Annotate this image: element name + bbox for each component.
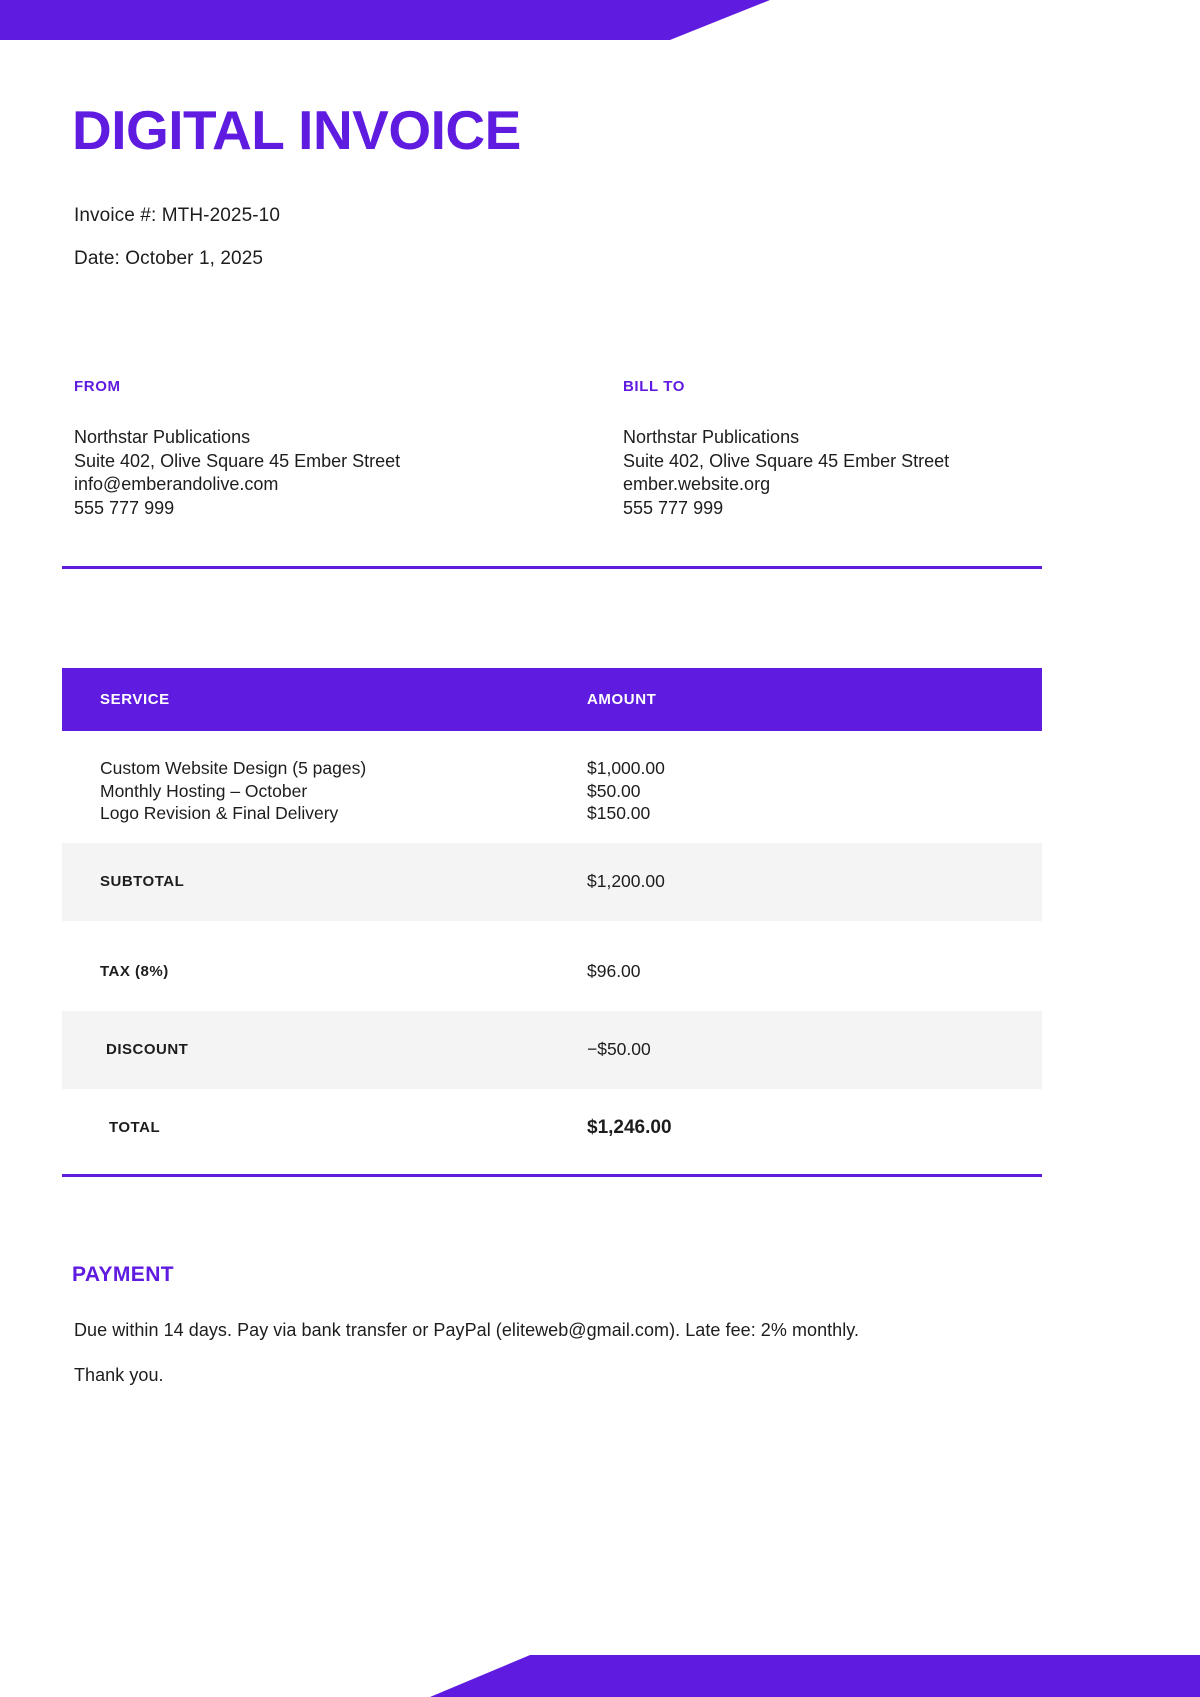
from-line-phone: 555 777 999 <box>74 497 175 518</box>
payment-thanks: Thank you. <box>74 1365 164 1385</box>
bill-to-line-name: Northstar Publications <box>623 427 800 447</box>
payment-heading: PAYMENT <box>72 1263 174 1286</box>
payment-terms: Due within 14 days. Pay via bank transfer or PayPal (eliteweb@gmail.com). Late fee: 2% monthly. <box>74 1320 860 1340</box>
table-header-row <box>62 668 1042 731</box>
subtotal-label: SUBTOTAL <box>100 873 185 891</box>
row-spacer <box>62 921 1042 933</box>
discount-row <box>62 1011 1042 1089</box>
discount-value: −$50.00 <box>587 1039 651 1060</box>
table-items-row <box>62 731 1042 843</box>
table-row: Logo Revision & Final Delivery <box>100 803 339 824</box>
from-line-name: Northstar Publications <box>74 427 251 447</box>
table-items-service-column <box>62 757 587 825</box>
tax-value: $96.00 <box>587 961 641 982</box>
subtotal-value: $1,200.00 <box>587 871 665 892</box>
table-row: Monthly Hosting – October <box>100 780 308 801</box>
bottom-accent-banner <box>430 1655 1200 1697</box>
discount-label: DISCOUNT <box>106 1041 189 1059</box>
top-accent-banner <box>0 0 770 40</box>
table-header-amount: AMOUNT <box>587 691 657 708</box>
bill-to-heading: BILL TO <box>623 378 685 395</box>
invoice-date: Date: October 1, 2025 <box>74 248 264 269</box>
bill-to-line-address: Suite 402, Olive Square 45 Ember Street <box>623 450 950 471</box>
table-header-service: SERVICE <box>100 691 170 708</box>
from-heading: FROM <box>74 378 121 395</box>
section-divider-top <box>62 566 1042 569</box>
invoice-number: Invoice #: MTH-2025-10 <box>74 205 281 226</box>
table-row-amount: $50.00 <box>587 780 641 801</box>
bill-to-line-website: ember.website.org <box>623 474 771 495</box>
table-items-amount-column <box>587 757 1042 825</box>
from-block <box>74 378 400 520</box>
from-line-email: info@emberandolive.com <box>74 474 279 495</box>
subtotal-row <box>62 843 1042 921</box>
table-row-amount: $1,000.00 <box>587 758 665 778</box>
section-divider-bottom <box>62 1174 1042 1177</box>
bill-to-line-phone: 555 777 999 <box>623 497 724 518</box>
line-items-table <box>62 668 1042 1167</box>
from-line-address: Suite 402, Olive Square 45 Ember Street <box>74 450 401 471</box>
page-title: DIGITAL INVOICE <box>72 99 521 161</box>
total-value: $1,246.00 <box>587 1116 672 1138</box>
total-label: TOTAL <box>109 1119 161 1137</box>
total-row <box>62 1089 1042 1167</box>
tax-label: TAX (8%) <box>100 963 169 981</box>
bill-to-block <box>623 378 949 520</box>
tax-row <box>62 933 1042 1011</box>
table-row-amount: $150.00 <box>587 803 651 824</box>
table-row: Custom Website Design (5 pages) <box>100 758 367 778</box>
